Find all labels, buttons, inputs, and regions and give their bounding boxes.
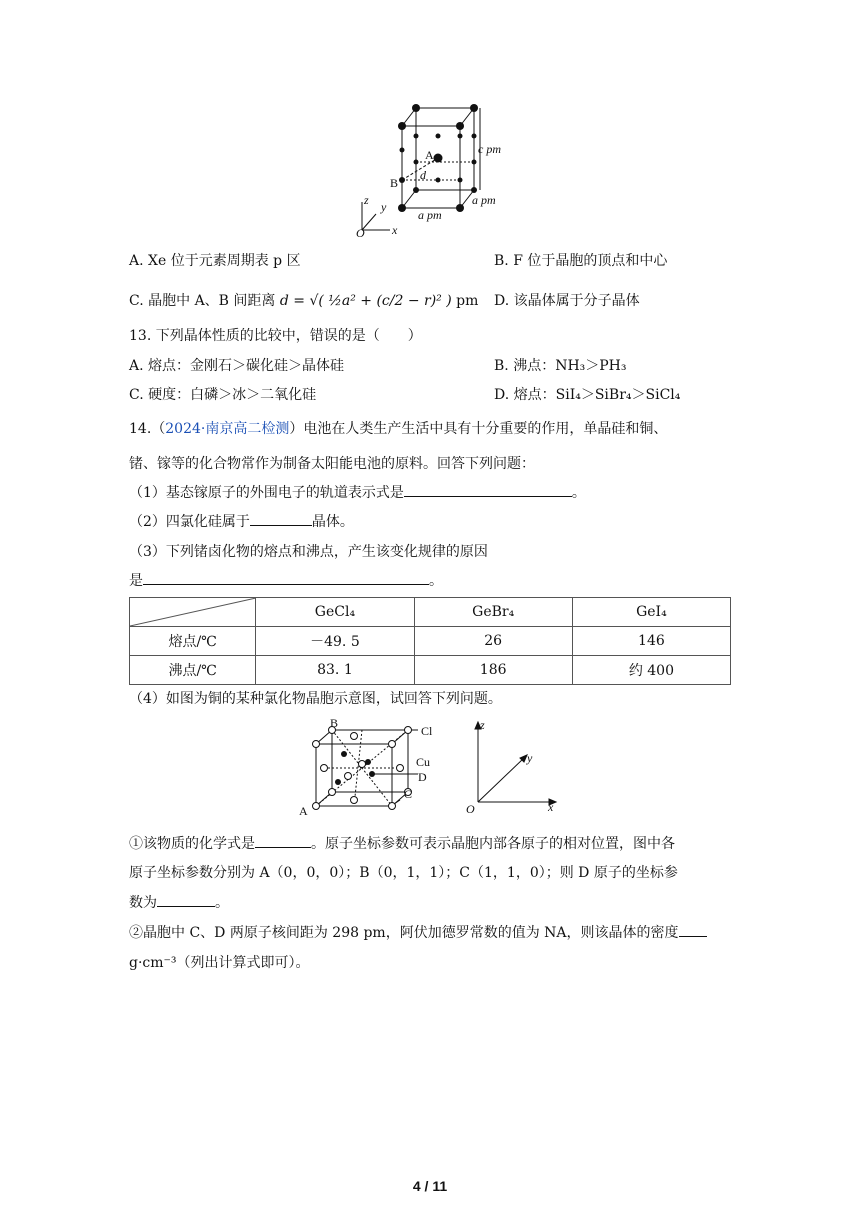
- q14-sub1-line3-end: 。: [215, 895, 229, 911]
- q14-sub1-line3-text: 数为: [129, 895, 157, 911]
- table-row: [130, 627, 731, 656]
- q14-part1-blank[interactable]: [404, 482, 572, 497]
- q14-sub1-line1: [129, 833, 675, 853]
- fig2-axis-y: y: [527, 751, 533, 765]
- germanium-halide-table: [129, 597, 731, 685]
- fig2-axis-x: x: [548, 800, 554, 814]
- fig1-label-c-pm: c pm: [478, 142, 501, 156]
- q12-option-a: A. Xe 位于元素周期表 p 区: [129, 253, 301, 269]
- q14-part4: （4）如图为铜的某种氯化物晶胞示意图，试回答下列问题。: [129, 691, 502, 707]
- fig1-label-d: d: [420, 168, 426, 182]
- fig2-label-cu: Cu: [416, 755, 431, 769]
- fig2-label-c: C: [404, 787, 413, 801]
- q13-option-c: C. 硬度：白磷＞冰＞二氧化硅: [129, 387, 317, 403]
- q14-part3: （3）下列锗卤化物的熔点和沸点，产生该变化规律的原因: [129, 544, 488, 560]
- fig1-label-a-pm-right: a pm: [472, 193, 496, 207]
- q14-stem-line2: 锗、镓等的化合物常作为制备太阳能电池的原料。回答下列问题：: [129, 456, 535, 472]
- fig1-label-b: B: [390, 176, 399, 190]
- q12-option-b: B. F 位于晶胞的顶点和中心: [494, 253, 668, 269]
- q14-sub2-text: ②晶胞中 C、D 两原子核间距为 298 pm，阿伏加德罗常数的值为 NA，则该晶体的密度: [129, 925, 679, 941]
- q12-option-c-unit: pm: [456, 293, 479, 309]
- table-cell: 83. 1: [256, 656, 414, 685]
- fig2-axis-z: z: [480, 718, 485, 732]
- q13-stem: 13. 下列晶体性质的比较中，错误的是（ ）: [129, 328, 422, 344]
- q13-option-b: B. 沸点：NH₃＞PH₃: [494, 358, 627, 374]
- fig1-axis-z: z: [364, 193, 369, 207]
- table-header: GeBr₄: [414, 598, 572, 627]
- q14-stem-rest: ）电池在人类生产生活中具有十分重要的作用，单晶硅和铜、: [289, 421, 668, 437]
- q14-source: 2024·南京高二检测: [165, 421, 290, 437]
- table-cell: 186: [414, 656, 572, 685]
- table-cell: 约 400: [572, 656, 730, 685]
- q14-sub2-blank-density[interactable]: [679, 922, 707, 937]
- table-cell: 26: [414, 627, 572, 656]
- fig1-label-a-pm-bottom: a pm: [418, 208, 442, 222]
- q14-part3-is: 是: [129, 573, 143, 589]
- q14-sub1-text-b: 。原子坐标参数可表示晶胞内部各原子的相对位置，图中各: [311, 836, 675, 852]
- q13-option-d: D. 熔点：SiI₄＞SiBr₄＞SiCl₄: [494, 387, 681, 403]
- table-corner-cell: [130, 598, 256, 627]
- q12-option-c-formula: d = √( ½a² + (c/2 − r)² ): [279, 293, 452, 309]
- fig1-axis-o: O: [356, 226, 365, 240]
- table-header: GeCl₄: [256, 598, 414, 627]
- q14-part2-text: （2）四氯化硅属于: [129, 514, 250, 530]
- fig1-axis-y: y: [381, 200, 387, 214]
- corner-diagonal-line: [130, 598, 256, 626]
- q12-option-d: D. 该晶体属于分子晶体: [494, 293, 640, 309]
- q14-sub1-line3: [129, 892, 229, 912]
- q14-part1: [129, 482, 586, 502]
- q14-part1-text: （1）基态镓原子的外围电子的轨道表示式是: [129, 485, 404, 501]
- q12-option-c: [129, 290, 478, 310]
- fig2-label-cl: Cl: [421, 724, 433, 738]
- fig2-label-a: A: [299, 804, 308, 818]
- q14-part3-blank[interactable]: [143, 570, 429, 585]
- q14-sub2-line1: [129, 922, 707, 942]
- q14-sub1-text-a: ①该物质的化学式是: [129, 836, 255, 852]
- q14-part3-line2: [129, 570, 443, 590]
- q14-sub1-blank-coord[interactable]: [157, 892, 215, 907]
- page-number: 4 / 11: [412, 1178, 448, 1194]
- table-cell: －49. 5: [256, 627, 414, 656]
- fig2-label-d: D: [418, 770, 427, 784]
- fig2-label-b: B: [330, 716, 339, 730]
- fig1-label-a: A: [425, 148, 434, 162]
- q14-sub1-blank-formula[interactable]: [255, 833, 311, 848]
- q14-part1-end: 。: [571, 485, 586, 501]
- table-row: [130, 656, 731, 685]
- table-row-label: 沸点/℃: [130, 656, 256, 685]
- table-header: GeI₄: [572, 598, 730, 627]
- q14-part2-end: 晶体。: [311, 514, 354, 530]
- q14-number: 14.（: [129, 421, 166, 437]
- q14-part2: [129, 511, 354, 531]
- fig2-axes: [462, 718, 562, 818]
- q14-stem-line1: [129, 418, 667, 438]
- table-header-row: [130, 598, 731, 627]
- table-cell: 146: [572, 627, 730, 656]
- q14-part3-end: 。: [429, 573, 443, 589]
- table-row-label: 熔点/℃: [130, 627, 256, 656]
- q14-sub1-line2: 原子坐标参数分别为 A（0，0，0）；B（0，1，1）；C（1，1，0）；则 D 原子的坐标参: [129, 865, 678, 881]
- fig2-axis-o: O: [466, 802, 475, 816]
- q14-part2-blank[interactable]: [250, 511, 312, 526]
- q14-sub2-line2: g·cm⁻³（列出计算式即可）。: [129, 955, 310, 971]
- q13-option-a: A. 熔点：金刚石＞碳化硅＞晶体硅: [129, 358, 345, 374]
- q12-option-c-prefix: C. 晶胞中 A、B 间距离: [129, 293, 276, 309]
- fig1-axis-x: x: [392, 223, 398, 237]
